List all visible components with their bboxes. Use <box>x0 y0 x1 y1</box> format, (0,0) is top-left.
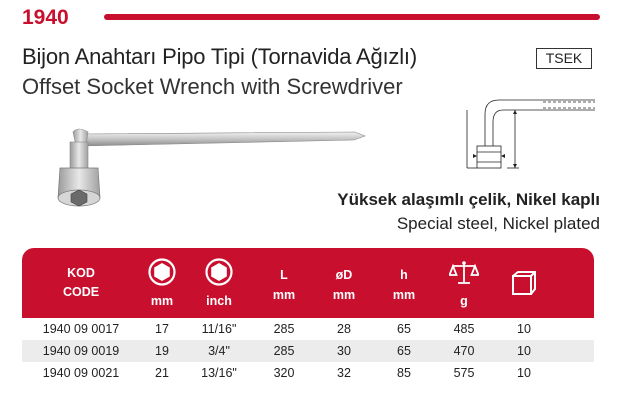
col-diameter-header: øD mm <box>332 268 356 302</box>
table-row: 1940 09 0019 19 3/4" 285 30 65 470 10 <box>22 340 594 362</box>
col-length-header: L mm <box>272 268 296 302</box>
hexagon-icon <box>148 258 176 286</box>
package-box-icon <box>511 270 537 296</box>
title-english: Offset Socket Wrench with Screwdriver <box>22 74 403 99</box>
table-row: 1940 09 0017 17 11/16" 285 28 65 485 10 <box>42 322 531 336</box>
spec-table <box>22 248 594 384</box>
material-turkish: Yüksek alaşımlı çelik, Nikel kaplı <box>337 190 600 209</box>
technical-drawing <box>455 96 600 186</box>
product-code: 1940 <box>22 6 69 29</box>
col-size-mm-header: mm <box>140 248 184 318</box>
title-turkish: Bijon Anahtarı Pipo Tipi (Tornavida Ağızlı) <box>22 44 417 69</box>
col-package-header <box>494 248 554 318</box>
red-rule <box>104 14 600 20</box>
col-weight-header: g <box>434 248 494 318</box>
material-english: Special steel, Nickel plated <box>396 214 600 233</box>
col-code-header: KOD CODE <box>62 266 100 299</box>
table-header <box>22 248 594 318</box>
standard-badge: TSEK <box>536 48 592 69</box>
balance-scale-icon <box>449 260 479 286</box>
col-height-header: h mm <box>392 268 416 302</box>
wrench-photo <box>40 102 385 212</box>
hexagon-icon <box>205 258 233 286</box>
table-row: 1940 09 0021 21 13/16" 320 32 85 575 10 <box>42 366 531 380</box>
col-size-inch-header: inch <box>184 248 254 318</box>
